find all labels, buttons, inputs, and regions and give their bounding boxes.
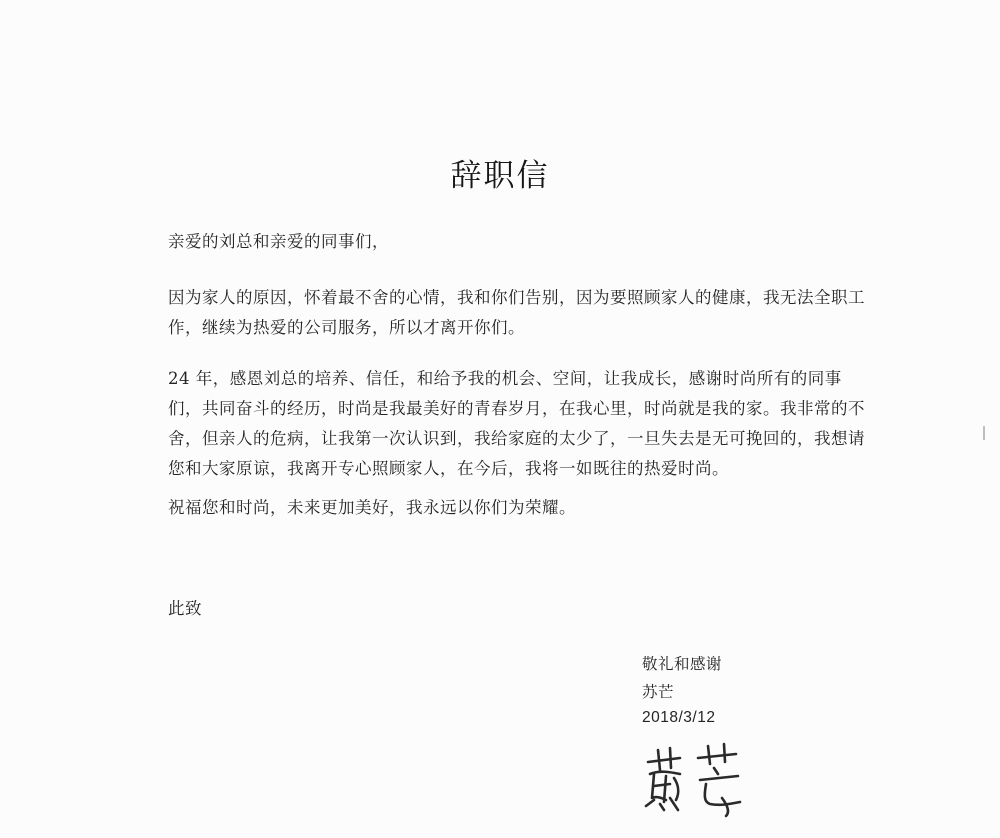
paragraph-3: 祝福您和时尚，未来更加美好，我永远以你们为荣耀。	[168, 498, 576, 517]
letter-title: 辞职信	[450, 158, 550, 194]
paragraph-2: 24 年，感恩刘总的培养、信任，和给予我的机会、空间，让我成长，感谢时尚所有的同事们，共同奋斗的经历，时尚是我最美好的青春岁月，在我心里，时尚就是我的家。我非常的不舍，但亲人的危病，让我第一次认识到，我给家庭的太少了，一旦失去是无可挽回的，我想请您和大家原谅，我离开专心照顾家人，在今后，我将一如既往的热爱时尚。	[168, 369, 865, 478]
regards-line: 敬礼和感谢	[642, 655, 723, 673]
salutation: 亲爱的刘总和亲爱的同事们，	[168, 232, 389, 251]
letter-date: 2018/3/12	[642, 709, 716, 726]
sender-name: 苏芒	[642, 683, 675, 701]
handwritten-signature	[640, 740, 750, 820]
closing-phrase: 此致	[168, 599, 202, 618]
paragraph-1: 因为家人的原因，怀着最不舍的心情，我和你们告别，因为要照顾家人的健康，我无法全职工作，继续为热爱的公司服务，所以才离开你们。	[168, 288, 865, 337]
scan-margin-mark	[983, 426, 985, 440]
